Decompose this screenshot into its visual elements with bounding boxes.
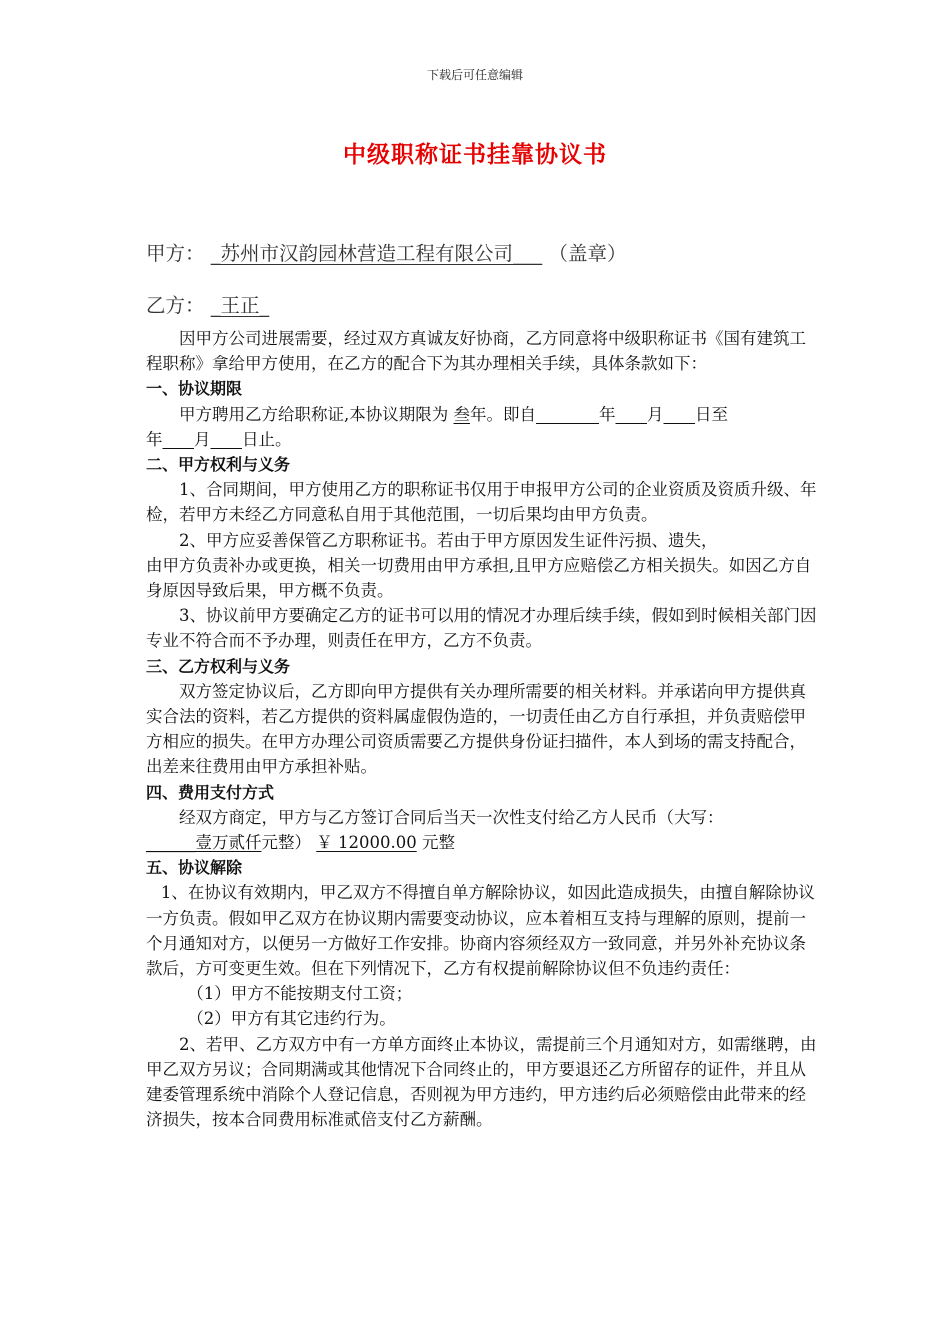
document-title: 中级职称证书挂靠协议书 bbox=[343, 141, 607, 168]
clause-line: 1、合同期间，甲方使用乙方的职称证书仅用于申报甲方公司的企业资质及 bbox=[179, 480, 718, 500]
section-2-heading: 二、甲方权利与义务 bbox=[146, 455, 291, 475]
clause-paragraph bbox=[146, 477, 822, 527]
clause-line: 容须经双方一致同意，并另外补充协议条款后，方可变更生效。但在下列情况 bbox=[146, 933, 806, 979]
term-text: 年 bbox=[146, 429, 163, 449]
agreement-body bbox=[146, 326, 822, 1133]
party-a-line bbox=[146, 238, 626, 266]
clause-line: 违约，甲方违约后必须赔偿由此带来的经济损失，按本合同费用标准贰倍支付 bbox=[146, 1085, 806, 1130]
payment-text: 元整 bbox=[421, 833, 455, 853]
clause-line: 向甲方提供真实合法的资料，若乙方提供的资料属虚假伪造的，一切责任由乙 bbox=[146, 681, 806, 727]
party-b-line bbox=[146, 290, 269, 318]
clause-paragraph bbox=[146, 880, 822, 981]
clause-line: 1、在协议有效期内，甲乙双方不得擅自单方解除协议，如因此造成损失，由 bbox=[160, 883, 716, 903]
intro-line: 体条款如下： bbox=[608, 354, 707, 374]
clause-line: 负责。 bbox=[608, 505, 658, 525]
intro-line: 因甲方公司进展需要，经过双方真诚友好协商，乙方同意将中级职称证书 bbox=[179, 329, 707, 348]
term-text: 年。即自 bbox=[470, 404, 536, 424]
term-paragraph bbox=[146, 402, 822, 452]
clause-line: 支持与理解的原则，提前一个月通知对方，以便另一方做好工作安排。协商内 bbox=[146, 908, 806, 953]
party-a-seal-note: （盖章） bbox=[548, 242, 627, 265]
clause-line: 乙方薪酬。 bbox=[410, 1110, 493, 1130]
end-day-blank bbox=[211, 430, 243, 449]
header-note: 下载后可任意编辑 bbox=[426, 68, 523, 82]
end-month-blank bbox=[163, 430, 195, 449]
clause-line: 擅自解除协议一方负责。假如甲乙双方在协议期内需要变动协议，应本着相互 bbox=[146, 883, 815, 928]
clause-line: 如需继聘，由甲乙双方另议；合同期满或其他情况下合同终止的，甲方要退还 bbox=[146, 1034, 817, 1079]
term-text: 日止。 bbox=[242, 429, 292, 449]
payment-paragraph bbox=[146, 805, 822, 830]
party-a-name: _苏州市汉韵园林营造工程有限公司___ bbox=[210, 242, 543, 265]
payment-line: 经双方商定，甲方与乙方签订合同后当天一次性支付给乙方人民币（大写： bbox=[179, 807, 724, 827]
condition-item: （2）甲方有其它违约行为。 bbox=[187, 1009, 396, 1029]
start-month-blank bbox=[616, 405, 648, 424]
party-a-label: 甲方： bbox=[146, 242, 205, 265]
clause-line: 候相关部门因专业不符合而不予办理，则责任在甲方，乙方不负责。 bbox=[146, 606, 817, 651]
clause-paragraph bbox=[146, 1032, 822, 1133]
term-text: 年 bbox=[599, 404, 616, 424]
section-3-heading: 三、乙方权利与义务 bbox=[146, 656, 291, 676]
clause-line: 3、协议前甲方要确定乙方的证书可以用的情况才办理后续手续，假如到时 bbox=[179, 606, 718, 626]
term-text: 月 bbox=[647, 404, 664, 424]
intro-line: 《国有建筑工程职称》拿给甲方使用，在乙方的配合下为其办理相关手续，具 bbox=[146, 329, 806, 374]
clause-line: 2、若甲、乙方双方中有一方单方面终止本协议，需提前三个月通知对方， bbox=[179, 1034, 718, 1054]
term-text: 甲方聘用乙方给职称证,本协议期限为 bbox=[179, 404, 449, 424]
condition-item: （1）甲方不能按期支付工资； bbox=[187, 984, 413, 1004]
clause-paragraph bbox=[146, 679, 822, 780]
amount-in-words: ______壹万贰仟 bbox=[146, 833, 262, 853]
clause-line: 双方签定协议后，乙方即向甲方提供有关办理所需要的相关材料。并承诺 bbox=[179, 681, 707, 701]
section-1-heading: 一、协议期限 bbox=[146, 379, 243, 399]
clause-line: 身份证扫描件，本人到场的需支持配合，出差来往费用由甲方承担补贴。 bbox=[146, 732, 806, 777]
clause-line: 下，乙方有权提前解除协议但不负违约责任： bbox=[410, 959, 740, 979]
clause-line: 乙方所留存的证件，并且从建委管理系统中消除个人登记信息，否则视为甲方 bbox=[146, 1059, 806, 1105]
party-b-name: _王正_ bbox=[210, 294, 270, 317]
section-5-heading: 五、协议解除 bbox=[146, 858, 243, 878]
payment-amount-line bbox=[146, 830, 822, 855]
clause-paragraph bbox=[146, 603, 822, 653]
clause-paragraph bbox=[146, 528, 822, 604]
clause-line: 方自行承担，并负责赔偿甲方相应的损失。在甲方办理公司资质需要乙方提供 bbox=[146, 707, 806, 752]
term-years: 叁 bbox=[453, 404, 470, 424]
party-b-label: 乙方： bbox=[146, 294, 205, 317]
start-day-blank bbox=[664, 405, 696, 424]
amount-in-figures: ￥ 12000.00 bbox=[316, 833, 417, 853]
clause-line: 2、甲方应妥善保管乙方职称证书。若由于甲方原因发生证件污损、遗失， bbox=[179, 530, 718, 550]
clause-line: 如因乙方自身原因导致后果，甲方概不负责。 bbox=[146, 555, 812, 601]
term-text: 日至 bbox=[695, 404, 728, 424]
clause-line: 资质升级、年检，若甲方未经乙方同意私自用于其他范围，一切后果均由甲方 bbox=[146, 480, 817, 525]
section-4-heading: 四、费用支付方式 bbox=[146, 782, 275, 802]
intro-paragraph bbox=[146, 326, 822, 376]
clause-line: 由甲方负责补办或更换，相关一切费用由甲方承担,且甲方应赔偿乙方相关损失。 bbox=[146, 555, 729, 575]
term-text: 月 bbox=[194, 429, 211, 449]
start-year-blank bbox=[536, 405, 599, 424]
payment-text: 元整） bbox=[261, 833, 311, 853]
